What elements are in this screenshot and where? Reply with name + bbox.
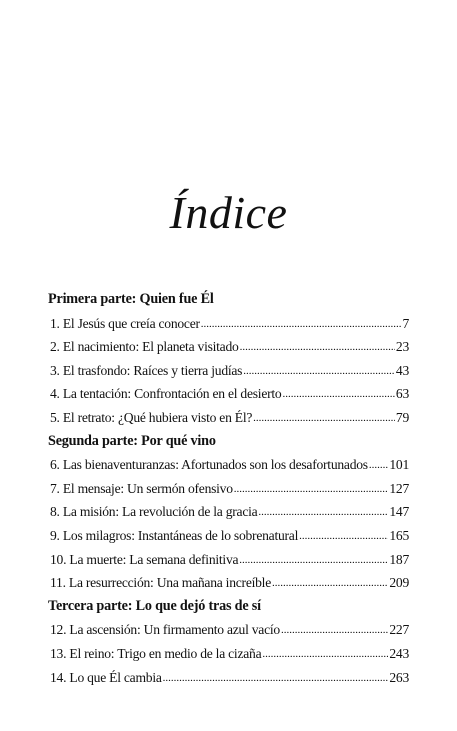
part-heading: Tercera parte: Lo que dejó tras de sí	[48, 597, 261, 614]
entry-title: 1. El Jesús que creía conocer	[50, 315, 200, 331]
entry-title: 13. El reino: Trigo en medio de la cizaña	[50, 645, 262, 661]
entry-page-number: 7	[402, 315, 409, 331]
dot-leader	[163, 665, 389, 691]
toc-entry	[48, 359, 409, 383]
dot-leader	[369, 452, 389, 478]
entry-page-number: 127	[389, 480, 409, 496]
entry-page-number: 243	[389, 645, 409, 661]
entry-title: 3. El trasfondo: Raíces y tierra judías	[50, 362, 243, 378]
entry-page-number: 227	[389, 622, 409, 638]
dot-leader	[239, 547, 388, 573]
entry-page-number: 209	[389, 575, 409, 591]
entry-title: 12. La ascensión: Un firmamento azul vacío	[50, 622, 280, 638]
dot-leader	[299, 523, 388, 549]
table-of-contents	[48, 288, 409, 689]
toc-entry	[48, 477, 409, 501]
entry-title: 11. La resurrección: Una mañana increíble	[50, 575, 271, 591]
entry-title: 6. Las bienaventuranzas: Afortunados son los desafortunados	[50, 457, 368, 473]
entry-page-number: 165	[389, 527, 409, 543]
toc-entry	[48, 382, 409, 406]
dot-leader	[282, 381, 394, 407]
entry-page-number: 263	[389, 669, 409, 685]
entry-title: 4. La tentación: Confrontación en el desierto	[50, 386, 282, 402]
entry-title: 8. La misión: La revolución de la gracia	[50, 504, 258, 520]
toc-entry	[48, 453, 409, 477]
entry-page-number: 147	[389, 504, 409, 520]
toc-entry	[48, 500, 409, 524]
dot-leader	[240, 334, 395, 360]
entry-title: 10. La muerte: La semana definitiva	[50, 551, 239, 567]
entry-title: 14. Lo que Él cambia	[50, 669, 162, 685]
toc-entry	[48, 571, 409, 595]
toc-entry	[48, 312, 409, 336]
page-title: Índice	[169, 187, 288, 238]
dot-leader	[258, 499, 388, 525]
dot-leader	[281, 617, 388, 643]
entry-title: 9. Los milagros: Instantáneas de lo sobrenatural	[50, 527, 299, 543]
toc-entry	[48, 666, 409, 690]
dot-leader	[272, 570, 388, 596]
entry-title: 5. El retrato: ¿Qué hubiera visto en Él?	[50, 409, 253, 425]
toc-entry	[48, 548, 409, 572]
dot-leader	[262, 641, 388, 667]
dot-leader	[201, 311, 402, 337]
entry-page-number: 63	[395, 386, 409, 402]
toc-entry	[48, 524, 409, 548]
entry-page-number: 23	[395, 339, 409, 355]
toc-entry	[48, 335, 409, 359]
dot-leader	[243, 358, 395, 384]
entry-page-number: 79	[395, 409, 409, 425]
entry-title: 7. El mensaje: Un sermón ofensivo	[50, 480, 233, 496]
toc-entry	[48, 406, 409, 430]
entry-page-number: 101	[389, 457, 409, 473]
entry-title: 2. El nacimiento: El planeta visitado	[50, 339, 239, 355]
part-heading: Segunda parte: Por qué vino	[48, 432, 216, 449]
dot-leader	[234, 476, 389, 502]
entry-page-number: 43	[395, 362, 409, 378]
toc-entry	[48, 642, 409, 666]
entry-page-number: 187	[389, 551, 409, 567]
toc-entry	[48, 618, 409, 642]
part-heading: Primera parte: Quien fue Él	[48, 291, 214, 307]
dot-leader	[253, 405, 395, 431]
